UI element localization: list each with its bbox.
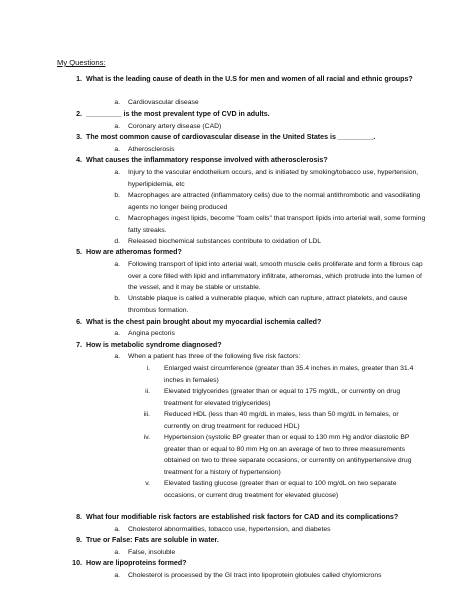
question-text: How is metabolic syndrome diagnosed? — [86, 341, 222, 349]
answer-label: a. — [114, 146, 120, 153]
answer-text: Unstable plaque is called a vulnerable plaque, which can rupture, attract platelets, and cause thrombus formation. — [128, 295, 408, 314]
page-heading: My Questions: — [57, 58, 106, 67]
answer-text: Coronary artery disease (CAD) — [128, 123, 222, 130]
question-number: 2. — [76, 110, 82, 118]
answer-label: a. — [114, 572, 120, 579]
question-text: True or False: Fats are soluble in water. — [86, 536, 219, 544]
question-number: 3. — [76, 133, 82, 141]
question-text: What causes the inflammatory response involved with atherosclerosis? — [86, 156, 328, 164]
answer-text: Following transport of lipid into arterial wall, smooth muscle cells proliferate and form a fibrous cap over a core filled with lipid and inflammatory infiltrate, atheromas, which protrude into the lumen of the vessel, and it may be stable or unstable. — [128, 261, 423, 291]
answer-label: c. — [114, 215, 120, 222]
answer-label: b. — [114, 192, 120, 199]
criterion-text: Enlarged waist circumference (greater than 35.4 inches in males, greater than 31.4 inches in females) — [164, 365, 414, 384]
criterion-label: iv. — [143, 434, 150, 441]
criterion-label: iii. — [143, 411, 150, 418]
criterion-label: v. — [145, 480, 150, 487]
answer-text: Released biochemical substances contribute to oxidation of LDL — [128, 238, 322, 245]
criterion-text: Elevated triglycerides (greater than or equal to 175 mg/dL, or currently on drug treatment for elevated triglycerides) — [164, 388, 401, 407]
criterion-text: Elevated fasting glucose (greater than or equal to 100 mg/dL on two separate occasions, or current drug treatment for elevated glucose) — [164, 480, 397, 499]
answer-label: a. — [114, 123, 120, 130]
question-text: The most common cause of cardiovascular disease in the United States is _________. — [86, 133, 376, 141]
answer-label: a. — [114, 549, 120, 556]
question-number: 7. — [76, 341, 82, 349]
question-number: 4. — [76, 156, 82, 164]
answer-text: Angina pectoris — [128, 330, 175, 337]
answer-label: a. — [114, 99, 120, 106]
criterion-text: Reduced HDL (less than 40 mg/dL in males, less than 50 mg/dL in females, or currently on drug treatment for reduced HDL) — [164, 411, 399, 430]
question-number: 5. — [76, 248, 82, 256]
answer-label: a. — [114, 526, 120, 533]
criterion-text: Hypertension (systolic BP greater than or equal to 130 mm Hg and/or diastolic BP greater than or equal to 80 mm Hg on an average of two to three measurements obtained on two to three separate occasions, or currently on antihypertensive drug treatment for a history of hypertension) — [164, 434, 412, 476]
question-text: What is the leading cause of death in the U.S for men and women of all racial and ethnic groups? — [86, 75, 413, 83]
question-number: 6. — [76, 318, 82, 326]
answer-label: a. — [114, 330, 120, 337]
question-text: How are atheromas formed? — [86, 248, 182, 256]
criterion-label: ii. — [145, 388, 150, 395]
criterion-label: i. — [146, 365, 150, 372]
answer-text: Injury to the vascular endothelium occurs, and is initiated by smoking/tobacco use, hypertension, hyperlipidemia, etc — [128, 169, 419, 188]
question-number: 9. — [76, 536, 82, 544]
answer-text: Cholesterol is processed by the GI tract into lipoprotein globules called chylomicrons — [128, 572, 382, 579]
question-text: _________ is the most prevalent type of CVD in adults. — [86, 110, 270, 118]
question-text: What four modifiable risk factors are established risk factors for CAD and its complications? — [86, 513, 399, 521]
question-text: How are lipoproteins formed? — [86, 559, 187, 567]
answer-text: Cholesterol abnormalities, tobacco use, hypertension, and diabetes — [128, 526, 331, 533]
question-number: 8. — [76, 513, 82, 521]
answer-text: Cardiovascular disease — [128, 99, 199, 106]
question-text: What is the chest pain brought about my myocardial ischemia called? — [86, 318, 322, 326]
answer-label: b. — [114, 295, 120, 302]
answer-label: a. — [114, 169, 120, 176]
answer-label: a. — [114, 261, 120, 268]
answer-text: Macrophages ingest lipids, become "foam cells" that transport lipids into arterial wall, some forming fatty streaks. — [128, 215, 426, 234]
answer-text: Atherosclerosis — [128, 146, 175, 153]
question-number: 1. — [76, 75, 82, 83]
answer-label: a. — [114, 353, 120, 360]
answer-text: False, insoluble — [128, 549, 176, 556]
answer-text: When a patient has three of the following five risk factors: — [128, 353, 301, 360]
question-number: 10. — [72, 559, 82, 567]
answer-label: d. — [114, 238, 120, 245]
answer-text: Macrophages are attracted (inflammatory cells) due to the normal antithrombotic and vasodilating agents no longer being produced — [128, 192, 421, 211]
